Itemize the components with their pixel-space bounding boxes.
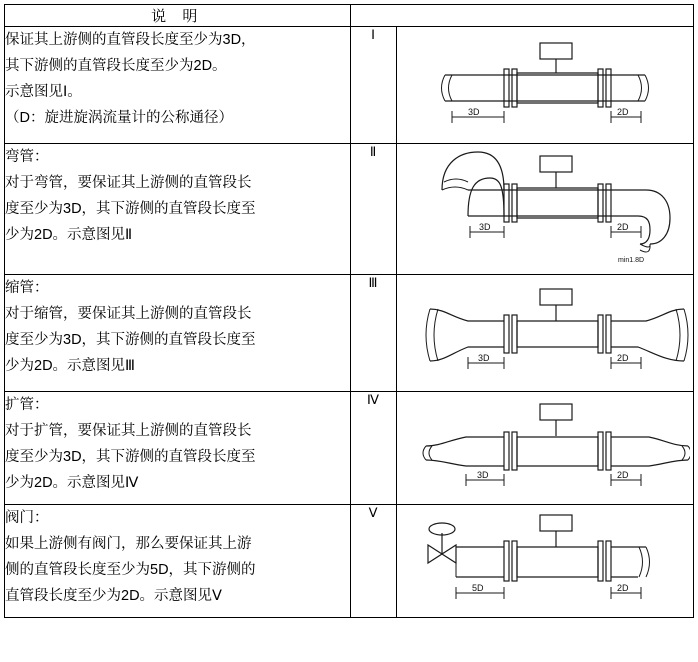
row-figure	[396, 275, 693, 392]
dim-upstream-label: 3D	[476, 470, 489, 480]
desc-line: 度至少为3D，其下游侧的直管段长度至	[5, 449, 256, 465]
reducer-pipe-figure	[397, 275, 693, 391]
table-row	[5, 144, 694, 275]
row-figure	[396, 505, 693, 618]
desc-line: 少为2D。示意图见Ⅱ	[5, 227, 133, 243]
header-description: 说 明	[5, 5, 351, 27]
desc-line: 弯管：	[5, 149, 49, 165]
desc-line: 对于弯管，要保证其上游侧的直管段长	[5, 175, 252, 191]
valve-pipe-figure	[397, 505, 693, 617]
dim-upstream-label: 5D	[471, 583, 484, 593]
expander-pipe-figure	[397, 392, 693, 504]
row-description	[5, 27, 351, 144]
elbow-pipe-figure	[397, 144, 693, 274]
desc-line: 阀门：	[5, 510, 49, 526]
straight-pipe-figure	[397, 27, 693, 143]
row-figure	[396, 27, 693, 144]
desc-line: 缩管：	[5, 280, 49, 296]
dim-upstream-label: 3D	[467, 107, 480, 117]
installation-spec-table	[4, 4, 694, 618]
table-row	[5, 27, 694, 144]
desc-line: 示意图见Ⅰ。	[5, 84, 82, 100]
header-figure	[350, 5, 694, 27]
dim-downstream-label: 2D	[616, 353, 629, 363]
table-row	[5, 392, 694, 505]
row-figure	[396, 392, 693, 505]
desc-line: （D：旋进旋涡流量计的公称通径）	[5, 110, 233, 126]
desc-line: 少为2D。示意图见Ⅲ	[5, 358, 136, 374]
desc-line: 其下游侧的直管段长度至少为2D。	[5, 58, 227, 74]
row-number: Ⅳ	[350, 392, 396, 505]
dim-downstream-label: 2D	[616, 470, 629, 480]
dim-downstream-label: 2D	[616, 107, 629, 117]
table-row	[5, 505, 694, 618]
table-header-row	[5, 5, 694, 27]
dim-upstream-label: 3D	[477, 353, 490, 363]
installation-requirements-page	[0, 4, 698, 662]
dim-downstream-label: 2D	[616, 583, 629, 593]
desc-line: 侧的直管段长度至少为5D，其下游侧的	[5, 562, 256, 578]
row-figure	[396, 144, 693, 275]
desc-line: 保证其上游侧的直管段长度至少为3D，	[5, 32, 256, 48]
desc-line: 对于缩管，要保证其上游侧的直管段长	[5, 306, 252, 322]
row-description	[5, 392, 351, 505]
row-number: Ⅴ	[350, 505, 396, 618]
desc-line: 直管段长度至少为2D。示意图见Ⅴ	[5, 588, 222, 604]
row-description	[5, 505, 351, 618]
desc-line: 对于扩管，要保证其上游侧的直管段长	[5, 423, 252, 439]
desc-line: 如果上游侧有阀门，那么要保证其上游	[5, 536, 252, 552]
row-number: Ⅱ	[350, 144, 396, 275]
desc-line: 少为2D。示意图见Ⅳ	[5, 475, 139, 491]
dim-upstream-label: 3D	[478, 222, 491, 232]
desc-line: 扩管：	[5, 397, 49, 413]
row-description	[5, 275, 351, 392]
desc-line: 度至少为3D，其下游侧的直管段长度至	[5, 332, 256, 348]
row-number: Ⅲ	[350, 275, 396, 392]
dim-downstream-label: 2D	[616, 222, 629, 232]
dim-extra-label: min1.8D	[617, 257, 644, 264]
desc-line: 度至少为3D，其下游侧的直管段长度至	[5, 201, 256, 217]
row-number: Ⅰ	[350, 27, 396, 144]
table-row	[5, 275, 694, 392]
row-description	[5, 144, 351, 275]
